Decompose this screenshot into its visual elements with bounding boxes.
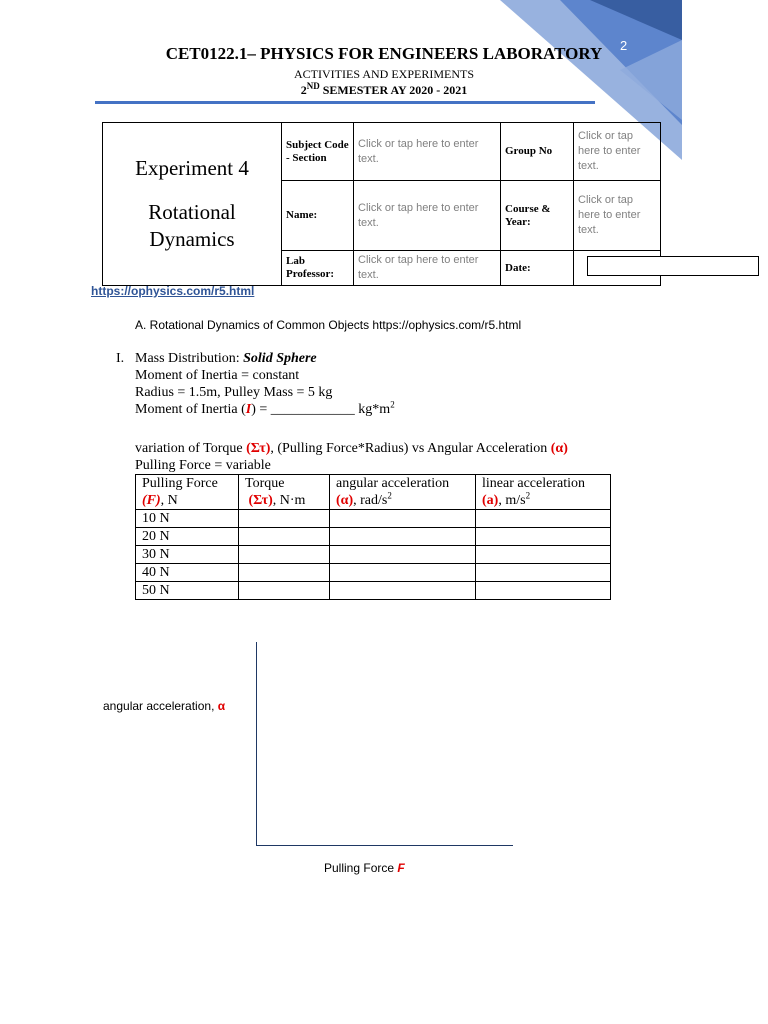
variation-block bbox=[135, 440, 568, 474]
radius-line: Radius = 1.5m, Pulley Mass = 5 kg bbox=[135, 385, 333, 400]
angular-accel-cell[interactable] bbox=[330, 546, 476, 564]
force-cell: 50 N bbox=[136, 582, 239, 600]
angular-accel-cell[interactable] bbox=[330, 510, 476, 528]
torque-cell[interactable] bbox=[239, 564, 330, 582]
header-rule bbox=[95, 101, 595, 104]
subject-code-label: Subject Code - Section bbox=[286, 138, 349, 164]
table-row bbox=[136, 510, 611, 528]
subject-code-field[interactable] bbox=[354, 123, 501, 181]
linear-accel-cell[interactable] bbox=[476, 510, 611, 528]
graph-y-axis bbox=[256, 642, 257, 845]
table-row bbox=[136, 528, 611, 546]
part-numeral: I. bbox=[116, 351, 125, 366]
page-number: 2 bbox=[620, 38, 628, 53]
linear-accel-cell[interactable] bbox=[476, 582, 611, 600]
student-info-table bbox=[102, 122, 661, 286]
subject-code-placeholder: Click or tap here to enter text. bbox=[358, 137, 479, 165]
variation-line: variation of Torque (Στ), (Pulling Force*Radius) vs Angular Acceleration (α) bbox=[135, 441, 568, 456]
section-a-heading: A. Rotational Dynamics of Common Objects https://ophysics.com/r5.html bbox=[135, 318, 522, 332]
part-one-block bbox=[135, 350, 395, 418]
linear-accel-cell[interactable] bbox=[476, 546, 611, 564]
moi-equation-line: Moment of Inertia (I) = ____________ $kg*m^2$ bbox=[135, 399, 395, 417]
table-row bbox=[136, 582, 611, 600]
course-year-label: Course & Year: bbox=[505, 202, 551, 228]
group-no-placeholder: Click or tap here to enter text. bbox=[578, 130, 641, 172]
table-row bbox=[136, 564, 611, 582]
linear-accel-cell[interactable] bbox=[476, 528, 611, 546]
semester-line: 2ND SEMESTER AY 2020 - 2021 bbox=[300, 81, 468, 97]
graph-x-label: Pulling Force F bbox=[324, 861, 405, 875]
angular-accel-cell[interactable] bbox=[330, 564, 476, 582]
experiment-cell bbox=[103, 123, 282, 286]
date-field[interactable] bbox=[587, 256, 759, 276]
torque-cell[interactable] bbox=[239, 510, 330, 528]
header-torque: Torque (Στ), N·m bbox=[239, 475, 330, 510]
graph-y-label: angular acceleration, α bbox=[103, 699, 226, 713]
name-placeholder: Click or tap here to enter text. bbox=[358, 201, 479, 229]
angular-accel-cell[interactable] bbox=[330, 582, 476, 600]
graph-x-axis bbox=[256, 845, 513, 846]
course-year-placeholder: Click or tap here to enter text. bbox=[578, 194, 641, 236]
torque-cell[interactable] bbox=[239, 528, 330, 546]
data-table bbox=[135, 474, 611, 600]
linear-accel-cell[interactable] bbox=[476, 564, 611, 582]
pulling-force-line: Pulling Force = variable bbox=[135, 458, 271, 473]
header-linear-acceleration: linear acceleration (a), $m/s^2$ bbox=[476, 475, 611, 510]
lab-professor-field[interactable] bbox=[354, 251, 501, 286]
mass-distribution-line: Mass Distribution: Solid Sphere bbox=[135, 351, 317, 366]
force-cell: 10 N bbox=[136, 510, 239, 528]
lab-professor-placeholder: Click or tap here to enter text. bbox=[358, 254, 479, 281]
force-cell: 30 N bbox=[136, 546, 239, 564]
table-row bbox=[136, 546, 611, 564]
course-year-field[interactable] bbox=[574, 181, 661, 251]
mass-distribution-value: Solid Sphere bbox=[243, 351, 317, 366]
group-no-field[interactable] bbox=[574, 123, 661, 181]
header-pulling-force: Pulling Force (F), N bbox=[136, 475, 239, 510]
header-angular-acceleration: angular acceleration (α), rad/$s^2$ bbox=[330, 475, 476, 510]
document-subtitle: ACTIVITIES AND EXPERIMENTS bbox=[294, 67, 474, 81]
moment-of-inertia-line: Moment of Inertia = constant bbox=[135, 368, 300, 383]
torque-cell[interactable] bbox=[239, 582, 330, 600]
group-no-label: Group No bbox=[505, 145, 553, 157]
force-cell: 20 N bbox=[136, 528, 239, 546]
name-field[interactable] bbox=[354, 181, 501, 251]
date-label: Date: bbox=[505, 261, 531, 274]
name-label: Name: bbox=[286, 209, 318, 221]
torque-cell[interactable] bbox=[239, 546, 330, 564]
document-title: CET0122.1– PHYSICS FOR ENGINEERS LABORATORY bbox=[165, 44, 603, 63]
table-header-row bbox=[136, 475, 611, 510]
lab-professor-label: Lab Professor: bbox=[286, 255, 335, 280]
experiment-number: Experiment 4 bbox=[135, 155, 249, 180]
force-cell: 40 N bbox=[136, 564, 239, 582]
experiment-name: Rotational Dynamics bbox=[148, 199, 236, 251]
ophysics-link[interactable]: https://ophysics.com/r5.html bbox=[91, 284, 255, 298]
angular-accel-cell[interactable] bbox=[330, 528, 476, 546]
